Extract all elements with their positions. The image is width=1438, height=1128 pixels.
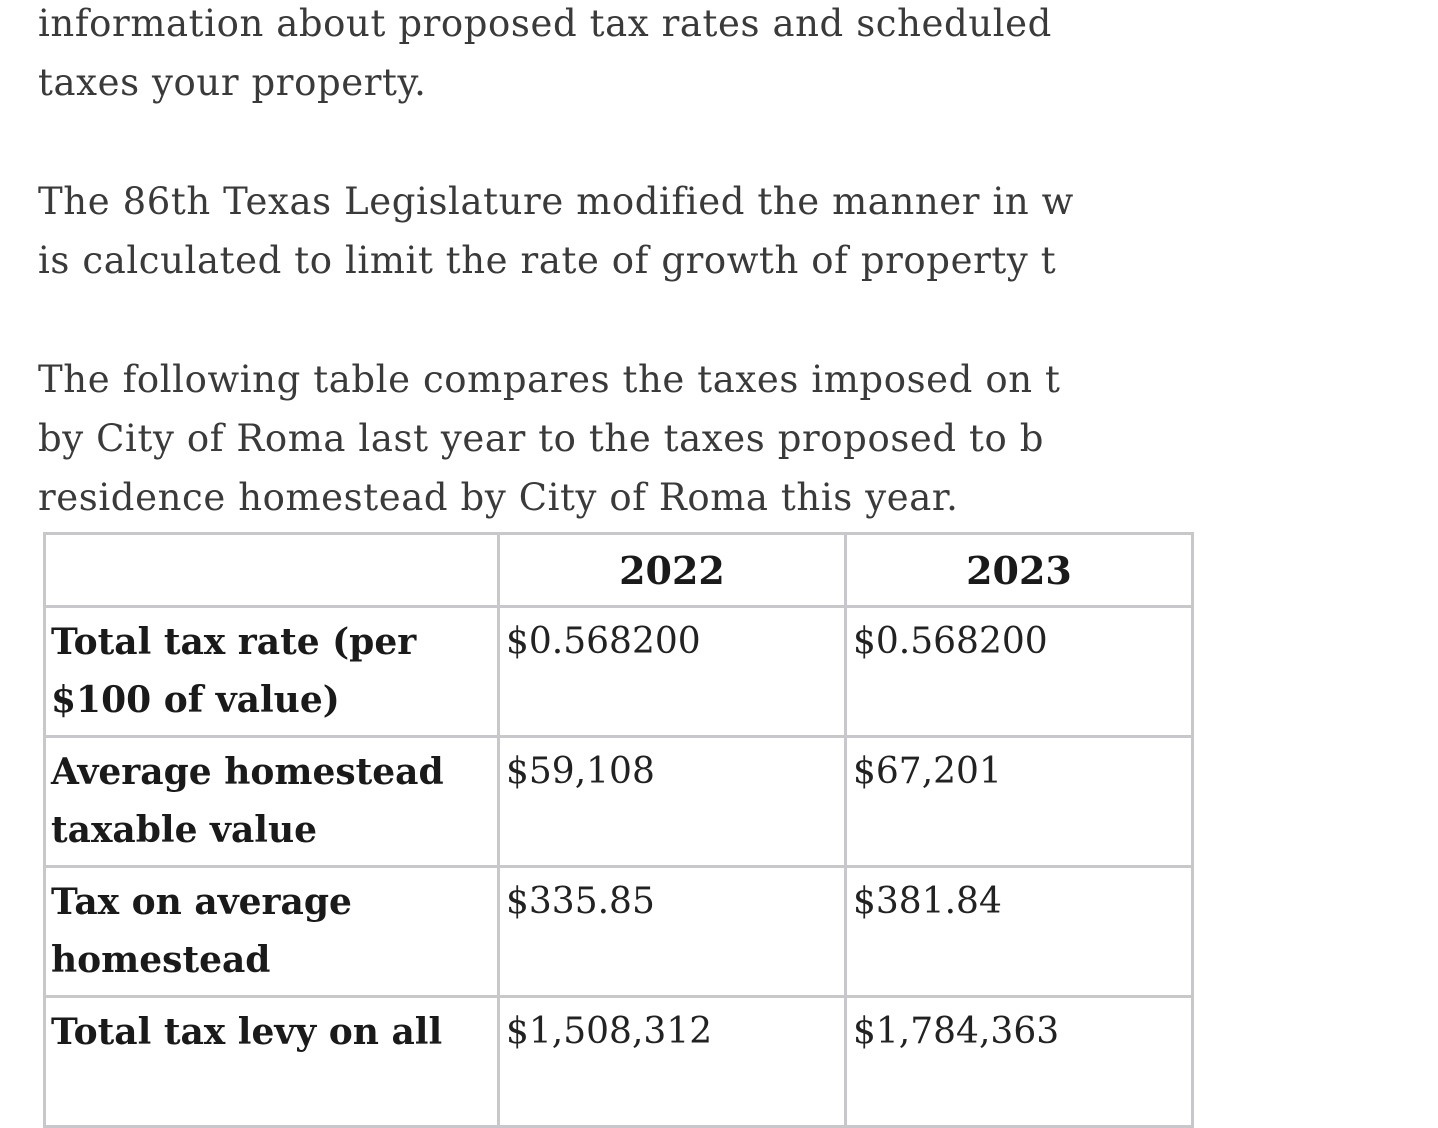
- row-label: Average homestead taxable value: [45, 737, 499, 867]
- table-row: [45, 997, 1193, 1127]
- row-label: Tax on average homestead: [45, 867, 499, 997]
- paragraph-line: The 86th Texas Legislature modified the manner in w: [38, 180, 1074, 223]
- value-cell: $381.84: [846, 867, 1193, 997]
- row-label: Total tax levy on all: [45, 997, 499, 1127]
- row-label: Total tax rate (per $100 of value): [45, 607, 499, 737]
- legislature-paragraph: [38, 172, 1074, 290]
- paragraph-line: is calculated to limit the rate of growth of property t: [38, 239, 1057, 282]
- value-cell: $0.568200: [499, 607, 846, 737]
- table-row: [45, 607, 1193, 737]
- value-cell: $67,201: [846, 737, 1193, 867]
- table-intro-paragraph: [38, 350, 1060, 527]
- header-cell-empty: [45, 534, 499, 607]
- header-cell-2023: 2023: [846, 534, 1193, 607]
- value-cell: $1,784,363: [846, 997, 1193, 1127]
- table-row: [45, 867, 1193, 997]
- paragraph-line: information about proposed tax rates and scheduled: [38, 2, 1052, 45]
- value-cell: $335.85: [499, 867, 846, 997]
- table-header-row: [45, 534, 1193, 607]
- tax-comparison-table: [43, 532, 1194, 1128]
- value-cell: $0.568200: [846, 607, 1193, 737]
- paragraph-line: taxes your property.: [38, 61, 427, 104]
- table-row: [45, 737, 1193, 867]
- value-cell: $1,508,312: [499, 997, 846, 1127]
- paragraph-line: The following table compares the taxes imposed on t: [38, 358, 1061, 401]
- header-cell-2022: 2022: [499, 534, 846, 607]
- value-cell: $59,108: [499, 737, 846, 867]
- paragraph-line: residence homestead by City of Roma this year.: [38, 476, 959, 519]
- paragraph-line: by City of Roma last year to the taxes proposed to b: [38, 417, 1045, 460]
- intro-paragraph: [38, 0, 1052, 112]
